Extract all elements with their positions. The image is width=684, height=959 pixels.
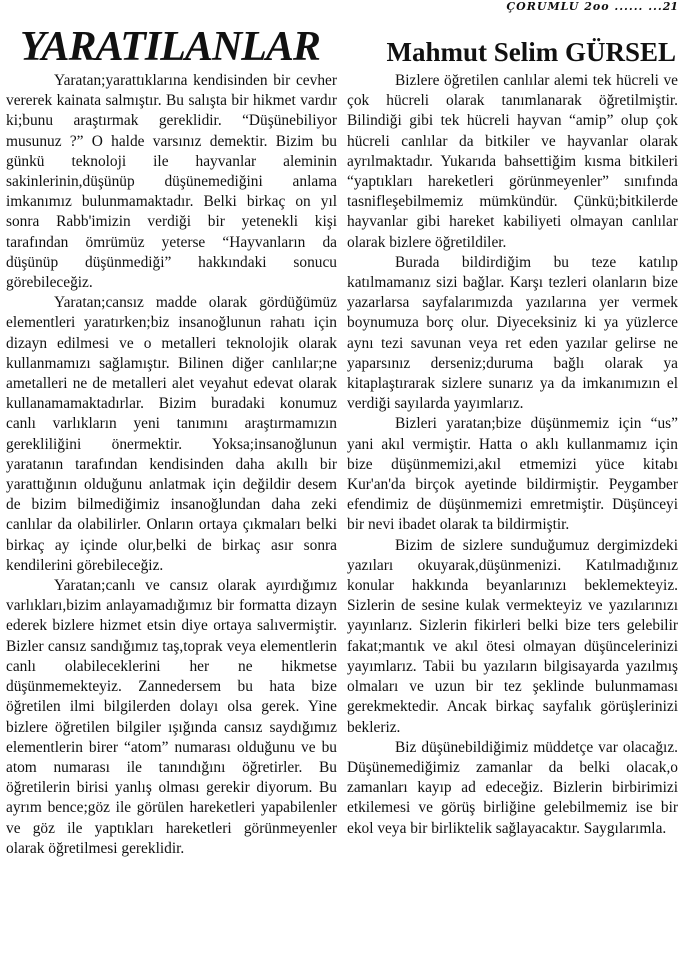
paragraph: Yaratan;cansız madde olarak gördüğümüz elementleri yaratırken;biz insanoğlunun rahatı için dizayn edilmesi ve o metalleri teknolojik olarak kullanmamızı sağlamıştır. Bilinen diğer canlılar;ne ametalleri ne de metalleri alet veyahut edevat olarak kullanamamaktadırlar. Bizim buradaki konumuz canlı varlıkların yeni tanımını araştırmamızın gerekliliğini önermektir. Yoksa;insanoğlunun yaratanın tarafından kendisinden daha akıllı bir yarattığının olduğunu anlatmak için değildir desem de bizim bilmediğimiz insanoğlundan daha zeki canlılar da olabilirler. Onların ortaya çıkmaları belki birkaç ay içinde olur,belki de birkaç asır sonra kendilerini görebileceğiz.: [6, 294, 337, 574]
paragraph: Bizlere öğretilen canlılar alemi tek hücreli ve çok hücreli olarak tanımlanarak öğretilmiştir. Bilindiği gibi tek hücreli hayvan “amip” olup çok hücreli canlılar da bitkiler ve hayvanlar olarak ayrılmaktadır. Yukarıda bahsettiğim kısma bitkileri “yaptıkları hareketleri görünmeyenler” sınıfında tasnifleşebilmemiz mümkündür. Çünkü;bitkilerde hayvanlar gibi hareket kabiliyeti olmayan canlılar olarak bizlere öğretildiler.: [347, 72, 678, 251]
article-body: [6, 71, 678, 957]
article-heading: [20, 18, 676, 68]
right-column: [347, 71, 678, 957]
left-column: [6, 71, 337, 957]
paragraph: Biz düşünebildiğimiz müddetçe var olacağız. Düşünemediğimiz zamanlar da belki olacak,o zamanları kayıp ad edeceğiz. Bizlerin birbirimizi etkilemesi ve görüş birliğine gelebilmemiz ise bir ekol veya bir birliktelik sağlayacaktır. Saygılarımla.: [347, 738, 678, 837]
issue-date: 2oo ...... ...: [584, 0, 663, 13]
paragraph: Yaratan;yarattıklarına kendisinden bir cevher vererek kainata salmıştır. Bu salışta bir hikmet vardır ki;bunu araştırmak gereklidir. “Düşünebiliyor musunuz ?” O halde varsınız demektir. Bizim bu günkü teknoloji ile hayvanlar aleminin sakinlerinin,düşünüp düşünemediğini anlama imkanımız bulunmamaktadır. Belki birkaç on yıl sonra Rabb'imizin verdiği bir yetenekli kişi tarafından ömrümüz yeterse “Hayvanların da düşünüp düşünmediği” hakkındaki sonucu görebileceğiz.: [6, 72, 337, 292]
paragraph: Yaratan;canlı ve cansız olarak ayırdığımız varlıkları,bizim anlayamadığımız bir formatta dizayn ederek bizlere hizmet etsin diye ortaya salıvermiştir. Bizler cansız sandığımız taş,toprak veya elementlerin canlı olabileceklerini her ne hikmetse düşünmemekteyiz. Zannedersem bu hata bize öğretilen ilmi bilgilerden dolayı olsa gerek. Yine bizlere öğretilen bilgiler ışığında cansız saydığımız elementlerin birer “atom” numarası olduğunu ve bu atom numarası ile tanındığını öğretirler. Bu öğretilerin birisi yanlış olması gerekir diyorum. Bu ayrım bence;göz ile görülen hareketleri yapabilenler ve göz ile yaptıkları hareketleri görünmeyenler olarak öğretilmesi gereklidir.: [6, 577, 337, 857]
article-title: YARATILANLAR: [20, 24, 320, 70]
magazine-name: ÇORUMLU: [506, 0, 580, 13]
paragraph: Bizim de sizlere sunduğumuz dergimizdeki yazıları okuyarak,düşünmenizi. Katılmadığınız konular hakkında beyanlarınızı beklemekteyiz. Sizlerin de sesine kulak vermekteyiz ve yazılarınızı yayınlarız. Sizlerin fikirleri belki bize ters gelebilir fakat;mantık ve akıl ötesi olmayan düşüncelerinizi yayımlarız. Tabii bu yazıların bilgisayarda yazılmış olmaları ve uzun bir tez şeklinde bulunmaması gerekmektedir. Ancak birkaç sayfalık görüşlerinizi bekleriz.: [347, 536, 678, 736]
running-header: [506, 0, 678, 16]
page-number: 21: [662, 0, 678, 13]
paragraph: Burada bildirdiğim bu teze katılıp katılmamanız sizi bağlar. Karşı tezleri olanların bize yazarlarsa sayfalarımızda yazılarına yer vermek boynumuza borç olur. Diyeceksiniz ki ya yüzlerce aynı tezi savunan veya ret eden yazılar gelirse ne yaparsınız derseniz;duruma bağlı olarak ya kitaplaştırarak sizlere sunarız ya da imkanımızın el verdiği sayılarda yayımlarız.: [347, 253, 678, 413]
author-name: Mahmut Selim GÜRSEL: [386, 37, 676, 67]
paragraph: Bizleri yaratan;bize düşünmemiz için “us” yani akıl vermiştir. Hatta o aklı kullanmamız için bize düşünmemizi,akıl etmemizi yüce kitabı Kur'an'da birçok ayetinde bildirmiştir. Peygamber efendimiz de düşünmemizi emretmiştir. Düşünceyi bir nevi ibadet olarak ta bildirmiştir.: [347, 415, 678, 534]
